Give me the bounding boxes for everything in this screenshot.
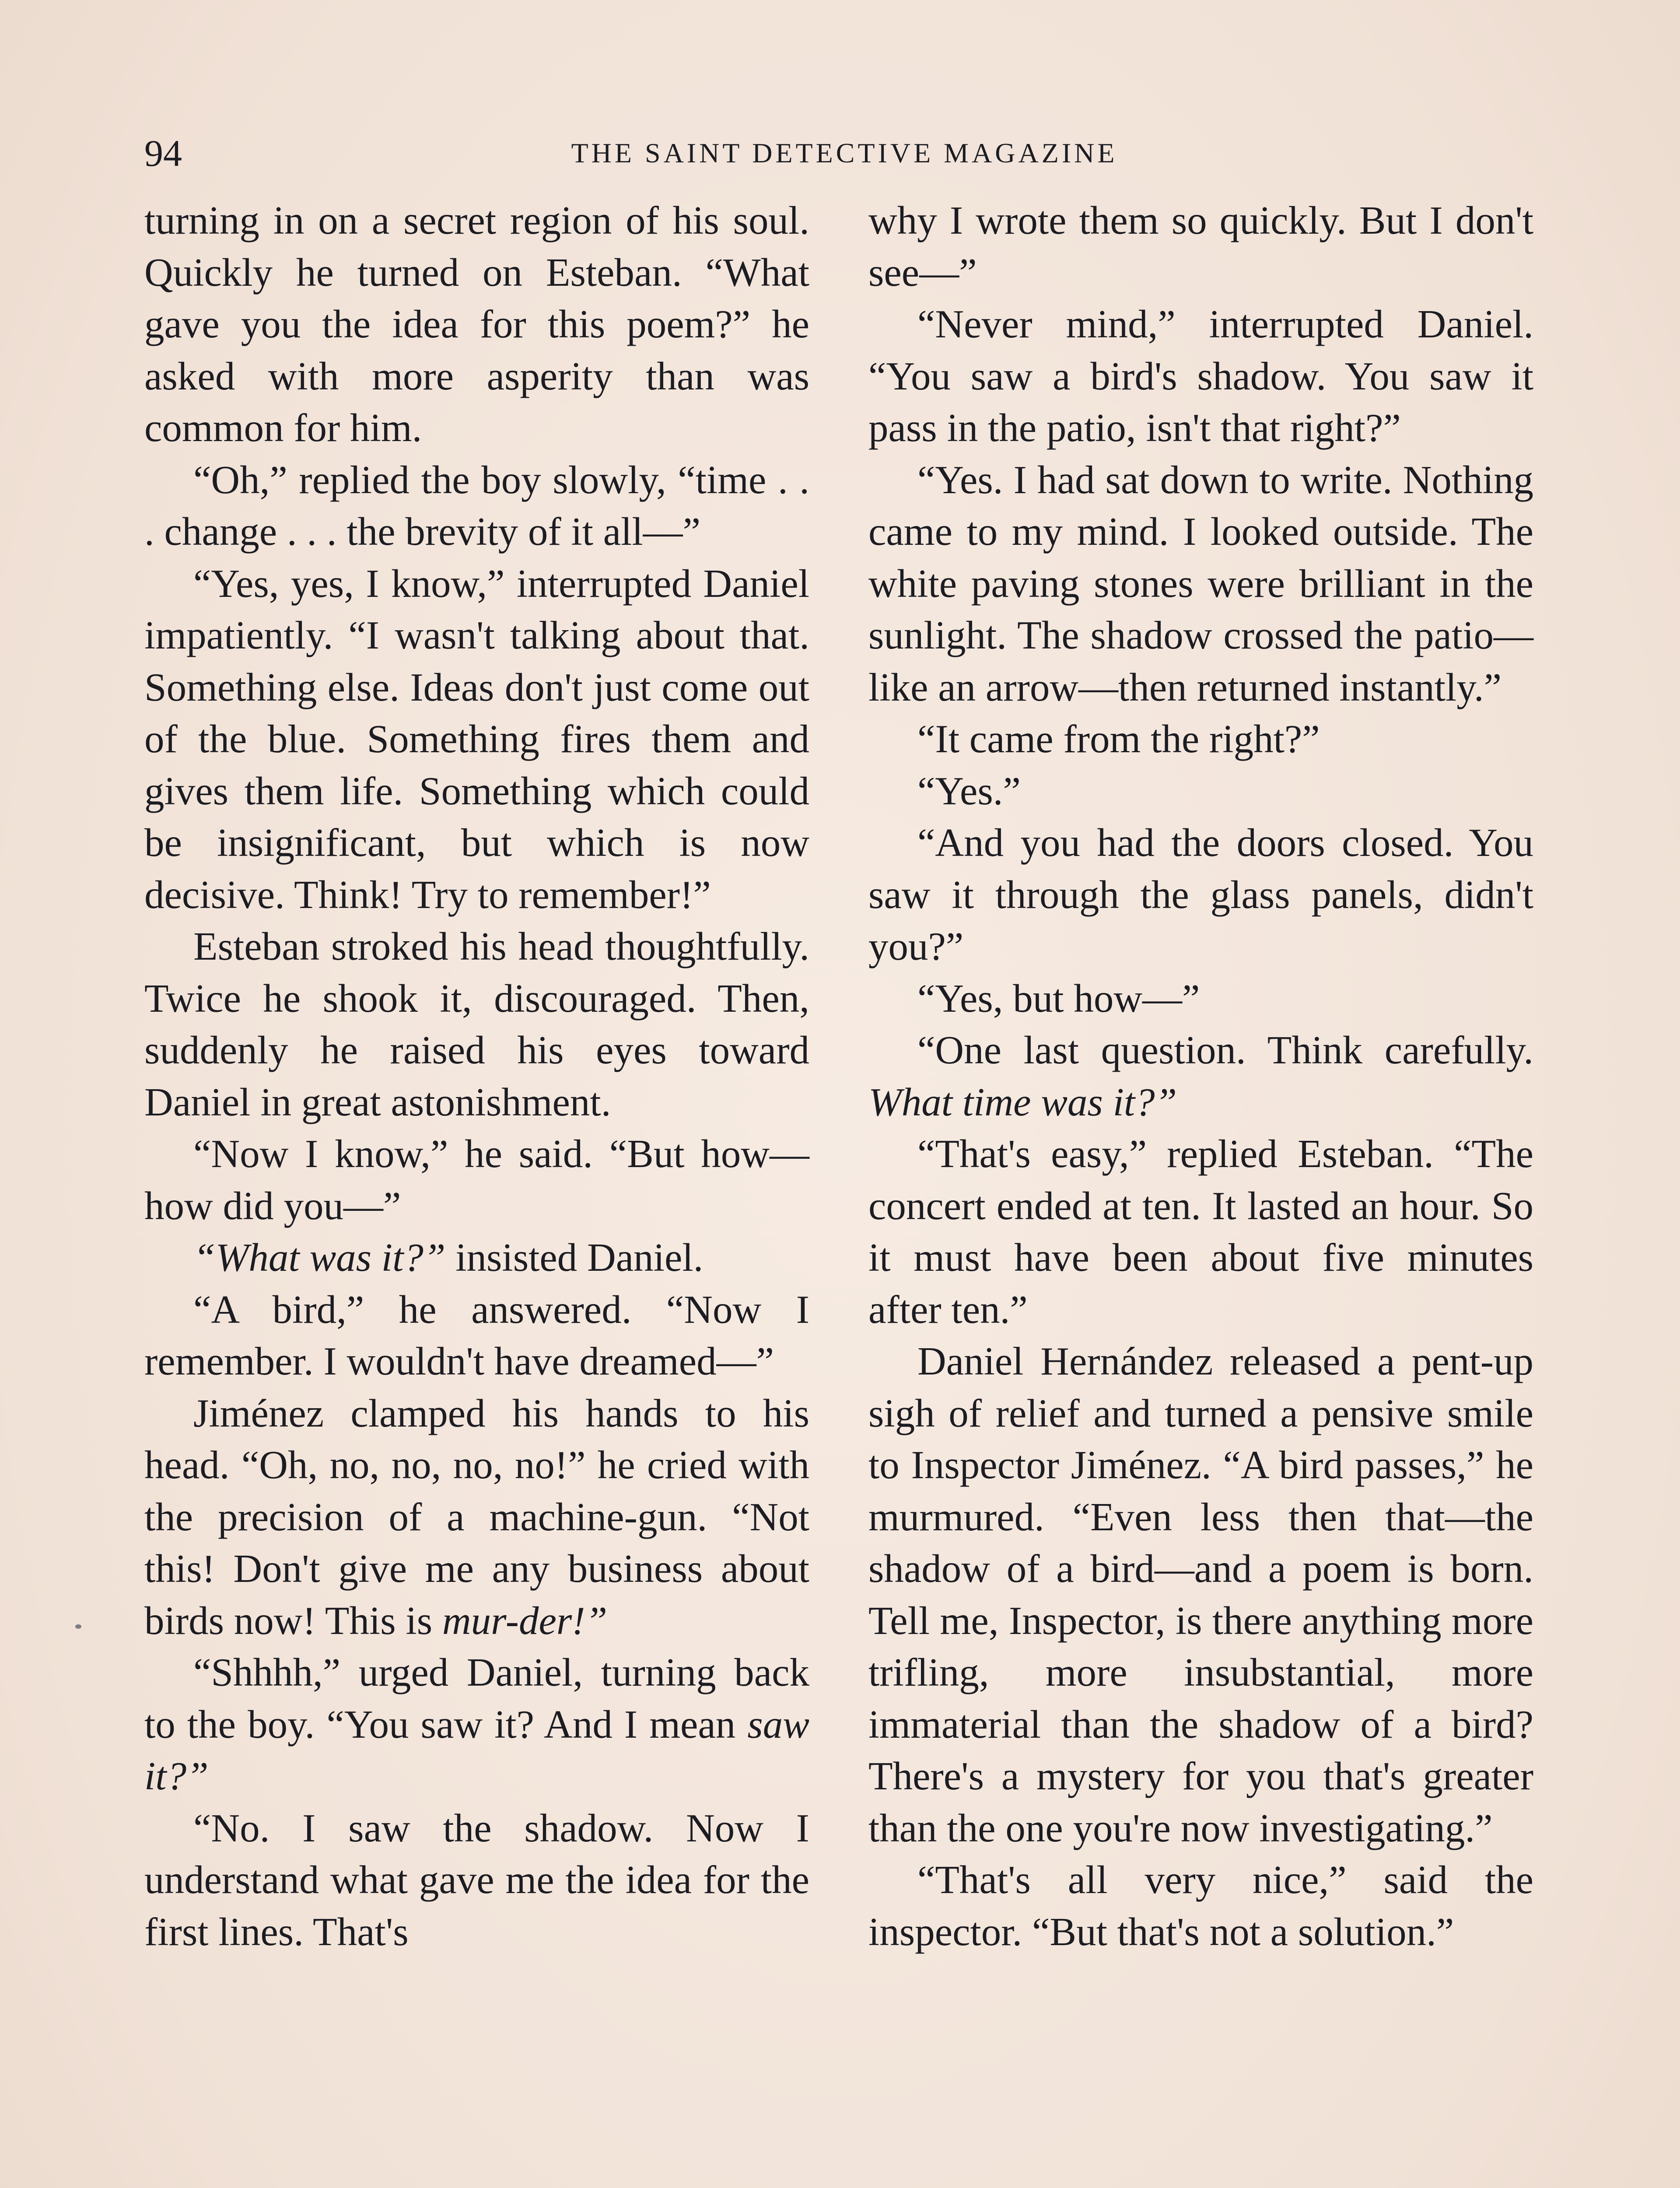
text-run: “Oh,” replied the boy slowly, “time . . . change . . . the brevity of it all—” [144, 457, 809, 554]
paragraph [144, 1802, 809, 1958]
text-run: why I wrote them so quickly. But I don't see—” [868, 198, 1533, 295]
text-run: “One last question. Think carefully. [917, 1028, 1533, 1072]
text-run: “Yes. I had sat down to write. Nothing came to my mind. I looked outside. The white paving stones were brilliant in the sunlight. The shadow crossed the patio—like an arrow—then returned instantly.” [868, 457, 1533, 709]
paragraph [144, 558, 809, 921]
text-run: “A bird,” he answered. “Now I remember. I wouldn't have dreamed—” [144, 1287, 809, 1383]
text-run: turning in on a secret region of his soul. Quickly he turned on Esteban. “What gave you the idea for this poem?” he asked with more asperity than was common for him. [144, 198, 809, 450]
page-number: 94 [144, 132, 182, 174]
text-run: “Shhhh,” urged Daniel, turning back to the boy. “You saw it? And I mean [144, 1650, 809, 1746]
paragraph [144, 454, 809, 558]
text-run: “No. I saw the shadow. Now I understand what gave me the idea for the first lines. That's [144, 1806, 809, 1954]
paragraph [868, 298, 1533, 454]
text-run: “Yes.” [917, 768, 1021, 813]
italic-text: What time was it?” [868, 1080, 1177, 1124]
paragraph [868, 1336, 1533, 1854]
text-run: Esteban stroked his head thoughtfully. Twice he shook it, discouraged. Then, suddenly he raised his eyes toward Daniel in great astonishment. [144, 924, 809, 1124]
text-run: Daniel Hernández released a pent-up sigh of relief and turned a pensive smile to Inspector Jiménez. “A bird passes,” he murmured. “Even less then that—the shadow of a bird—and a poem is born. Tell me, Inspector, is there anything more trifling, more insubstantial, more immaterial than the shadow of a bird? There's a mystery for you that's greater than the one you're now investigating.” [868, 1339, 1533, 1850]
paragraph [868, 454, 1533, 714]
paragraph [144, 921, 809, 1128]
paragraph [868, 817, 1533, 973]
paragraph [868, 1854, 1533, 1958]
page-header [144, 127, 1544, 179]
paragraph [144, 1647, 809, 1802]
italic-text: “What was it?” [193, 1235, 446, 1280]
left-text-column [144, 195, 809, 1958]
paragraph [868, 1128, 1533, 1336]
paragraph [144, 1232, 809, 1284]
text-run: Jiménez clamped his hands to his head. “Oh, no, no, no, no!” he cried with the precision of a machine-gun. “Not this! Don't give me any business about birds now! This is [144, 1391, 809, 1643]
text-run: “It came from the right?” [917, 717, 1320, 761]
paragraph [144, 195, 809, 454]
text-run: “That's all very nice,” said the inspector. “But that's not a solution.” [868, 1858, 1533, 1954]
text-run: “And you had the doors closed. You saw it through the glass panels, didn't you?” [868, 820, 1533, 968]
paragraph [868, 713, 1533, 765]
italic-text: mur-der!” [442, 1598, 608, 1643]
paragraph [868, 765, 1533, 817]
paragraph [144, 1284, 809, 1388]
paragraph [868, 1024, 1533, 1128]
paragraph [144, 1128, 809, 1232]
text-run: “Yes, but how—” [917, 976, 1200, 1020]
text-run: “Now I know,” he said. “But how—how did you—” [144, 1132, 809, 1228]
ink-speck [75, 1624, 81, 1629]
paragraph [868, 195, 1533, 298]
text-run: “Never mind,” interrupted Daniel. “You saw a bird's shadow. You saw it pass in the patio, isn't that right?” [868, 302, 1533, 450]
italic-text: saw it?” [144, 1702, 809, 1798]
text-run: “That's easy,” replied Esteban. “The concert ended at ten. It lasted an hour. So it must have been about five minutes after ten.” [868, 1132, 1533, 1332]
text-run: “Yes, yes, I know,” interrupted Daniel impatiently. “I wasn't talking about that. Something else. Ideas don't just come out of the blue. Something fires them and gives them life. Something which could be insignificant, but which is now decisive. Think! Try to remember!” [144, 561, 809, 917]
right-text-column [868, 195, 1533, 1958]
paragraph [144, 1388, 809, 1647]
running-head: THE SAINT DETECTIVE MAGAZINE [571, 137, 1118, 168]
paragraph [868, 973, 1533, 1025]
text-run: insisted Daniel. [445, 1235, 704, 1280]
